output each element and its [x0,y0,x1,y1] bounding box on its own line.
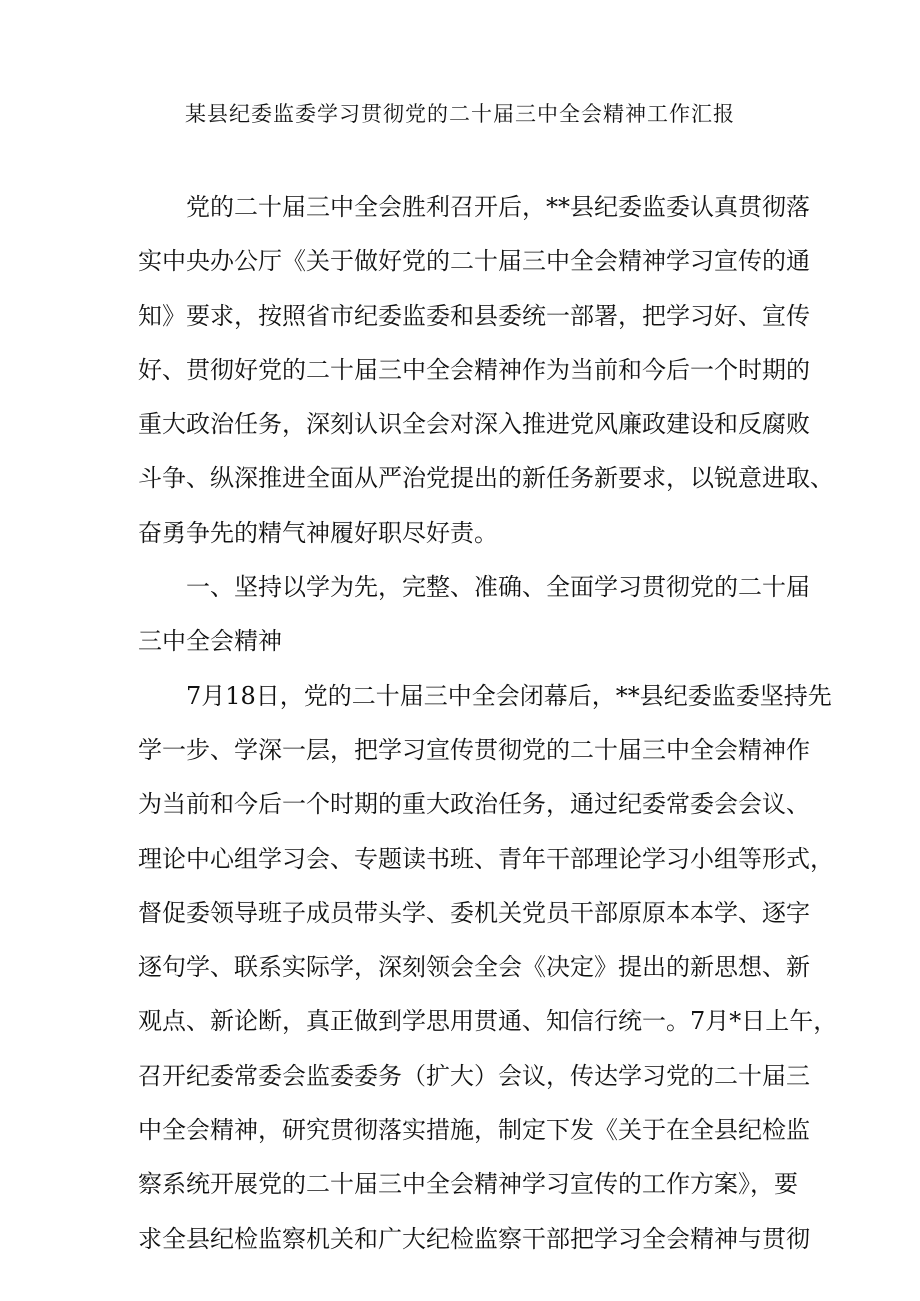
text-line: 好、贯彻好党的二十届三中全会精神作为当前和今后一个时期的 [138,355,810,384]
text-line: 斗争、纵深推进全面从严治党提出的新任务新要求，以锐意进取、 [138,464,834,493]
text-line: 逐句学、联系实际学，深刻领会全会《决定》提出的新思想、新 [138,953,810,982]
text-line: 重大政治任务，深刻认识全会对深入推进党风廉政建设和反腐败 [138,410,810,439]
paragraph-section-1 [138,669,838,1266]
document-body [138,180,838,1266]
text-line: 求全县纪检监察机关和广大纪检监察干部把学习全会精神与贯彻 [138,1224,810,1253]
text-line: 知》要求，按照省市纪委监委和县委统一部署，把学习好、宣传 [138,301,810,330]
text-line: 实中央办公厅《关于做好党的二十届三中全会精神学习宣传的通 [138,247,810,276]
paragraph-intro [138,180,834,560]
heading-line: 三中全会精神 [138,627,282,656]
text-line: 7月18日，党的二十届三中全会闭幕后，**县纪委监委坚持先 [186,681,832,710]
document-title: 某县纪委监委学习贯彻党的二十届三中全会精神工作汇报 [185,102,735,126]
text-line: 党的二十届三中全会胜利召开后，**县纪委监委认真贯彻落 [186,193,810,221]
text-line: 观点、新论断，真正做到学思用贯通、知信行统一。7月*日上午， [138,1007,838,1036]
text-line: 学一步、学深一层，把学习宣传贯彻党的二十届三中全会精神作 [138,735,810,764]
section-heading-1 [138,560,810,669]
heading-line: 一、坚持以学为先，完整、准确、全面学习贯彻党的二十届 [186,573,810,602]
text-line: 为当前和今后一个时期的重大政治任务，通过纪委常委会会议、 [138,790,810,819]
text-line: 理论中心组学习会、专题读书班、青年干部理论学习小组等形式， [138,844,834,873]
text-line: 召开纪委常委会监委委务（扩大）会议，传达学习党的二十届三 [138,1061,810,1090]
text-line: 察系统开展党的二十届三中全会精神学习宣传的工作方案》，要 [138,1170,798,1199]
text-line: 奋勇争先的精气神履好职尽好责。 [138,518,498,547]
text-line: 中全会精神，研究贯彻落实措施，制定下发《关于在全县纪检监 [138,1116,810,1145]
text-line: 督促委领导班子成员带头学、委机关党员干部原原本本学、逐字 [138,898,810,927]
